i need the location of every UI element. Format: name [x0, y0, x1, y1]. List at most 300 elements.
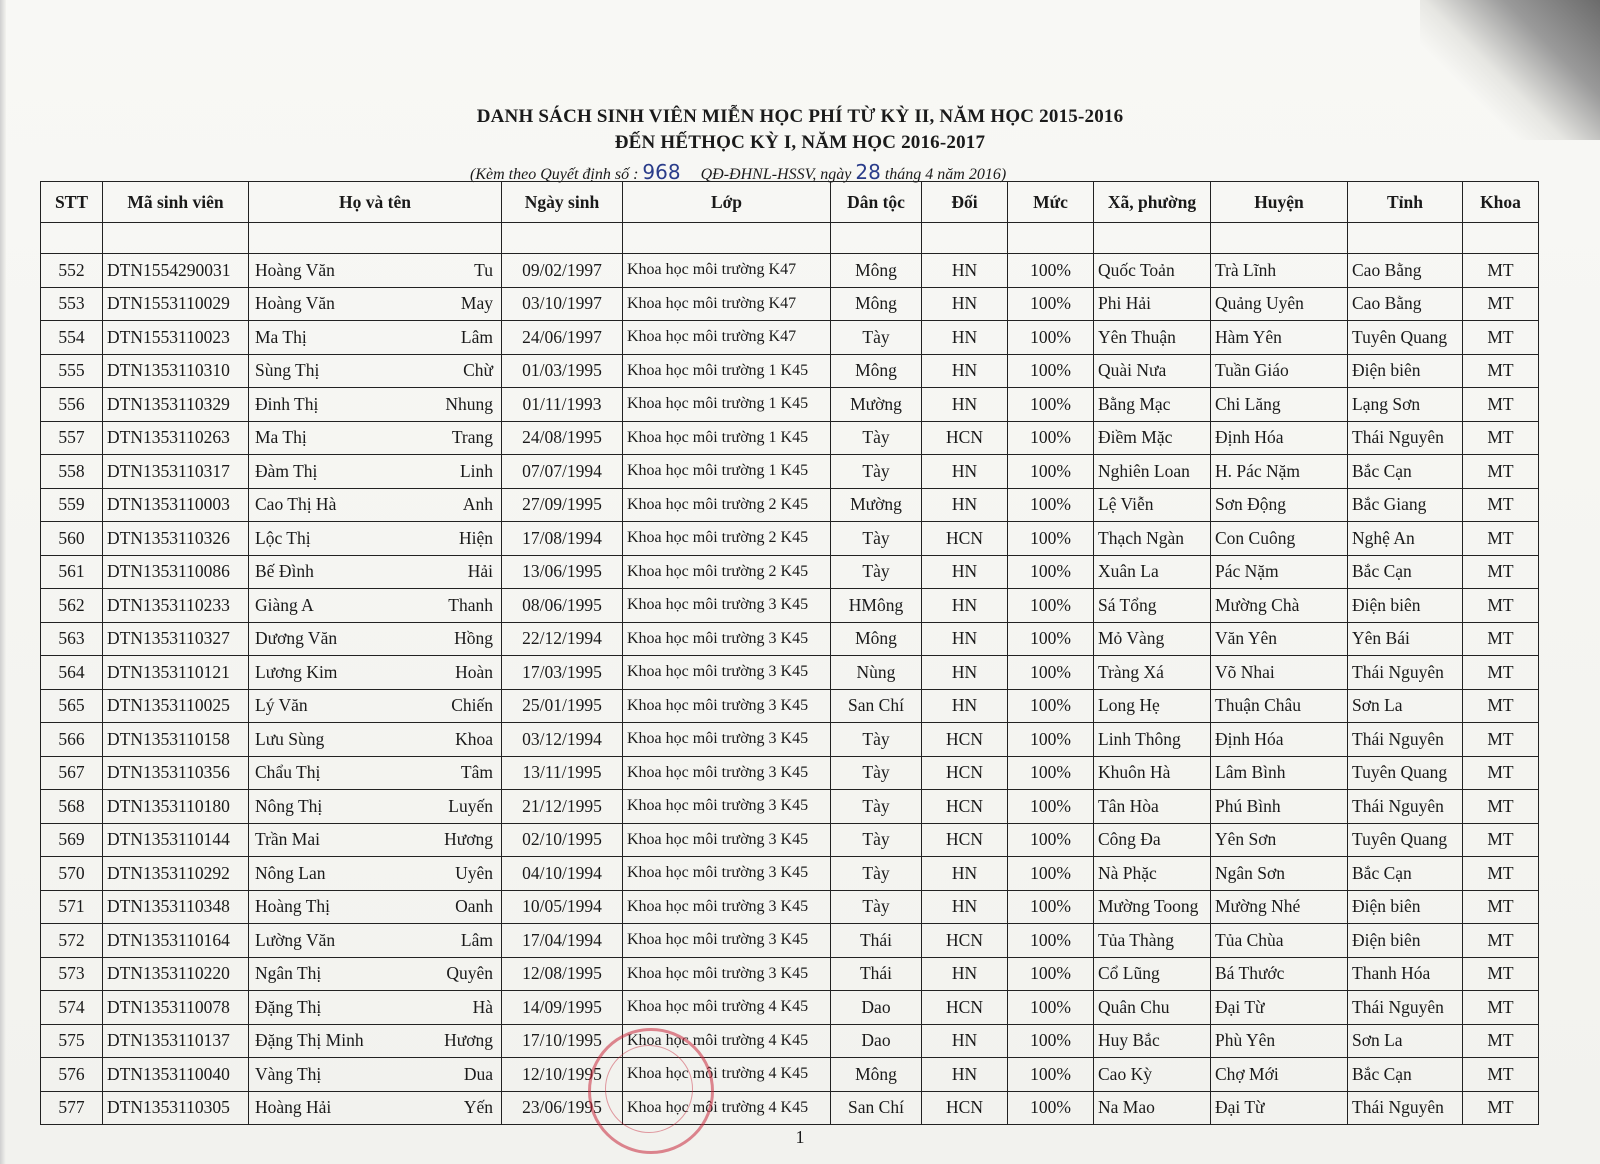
cell-stt: 557 [41, 421, 103, 455]
cell-rate: 100% [1008, 890, 1094, 924]
cell-ethnicity: HMông [831, 589, 922, 623]
cell-birth-date: 12/08/1995 [502, 957, 623, 991]
cell-class: Khoa học môi trường 3 K45 [623, 790, 831, 824]
cell-ethnicity: Mường [831, 388, 922, 422]
cell-commune: Sá Tổng [1094, 589, 1211, 623]
cell-district: Mường Nhé [1211, 890, 1348, 924]
cell-first-name: Tu [474, 259, 493, 280]
cell-district: Ngân Sơn [1211, 857, 1348, 891]
page-edge-shadow [0, 0, 6, 1164]
cell-district: Chợ Mới [1211, 1058, 1348, 1092]
cell-stt: 568 [41, 790, 103, 824]
cell-last-middle-name: Dương Văn [255, 628, 338, 649]
header-birth-date: Ngày sinh [502, 182, 623, 223]
cell-rate: 100% [1008, 455, 1094, 489]
cell-category: HCN [922, 823, 1008, 857]
cell-faculty: MT [1463, 890, 1539, 924]
cell-district: Hàm Yên [1211, 321, 1348, 355]
cell-full-name [249, 522, 502, 556]
cell-birth-date: 24/08/1995 [502, 421, 623, 455]
cell-student-id: DTN1353110233 [103, 589, 249, 623]
cell-rate: 100% [1008, 421, 1094, 455]
cell-last-middle-name: Chẩu Thị [255, 762, 321, 783]
cell-rate: 100% [1008, 589, 1094, 623]
cell-student-id: DTN1353110292 [103, 857, 249, 891]
decision-day-handwritten: 28 [855, 160, 881, 184]
cell-rate: 100% [1008, 622, 1094, 656]
cell-class: Khoa học môi trường K47 [623, 254, 831, 288]
cell-last-middle-name: Ma Thị [255, 326, 307, 347]
cell-faculty: MT [1463, 1091, 1539, 1125]
cell-district: Đại Từ [1211, 1091, 1348, 1125]
cell-last-middle-name: Đàm Thị [255, 460, 318, 481]
cell-full-name [249, 957, 502, 991]
cell-birth-date: 17/04/1994 [502, 924, 623, 958]
cell-last-middle-name: Sùng Thị [255, 360, 320, 381]
cell-ethnicity: Mông [831, 622, 922, 656]
cell-district: Võ Nhai [1211, 656, 1348, 690]
cell-faculty: MT [1463, 589, 1539, 623]
cell-rate: 100% [1008, 522, 1094, 556]
table-row [41, 354, 1539, 388]
cell-class: Khoa học môi trường 1 K45 [623, 421, 831, 455]
cell-class: Khoa học môi trường 3 K45 [623, 924, 831, 958]
table-header-row [41, 182, 1539, 223]
header-class: Lớp [623, 182, 831, 223]
cell-category: HN [922, 656, 1008, 690]
cell-commune: Mỏ Vàng [1094, 622, 1211, 656]
cell-first-name: Hoàn [455, 661, 493, 682]
header-category: Đối [922, 182, 1008, 223]
cell-first-name: Oanh [455, 896, 493, 917]
cell-faculty: MT [1463, 756, 1539, 790]
cell-faculty: MT [1463, 388, 1539, 422]
cell-class: Khoa học môi trường 3 K45 [623, 857, 831, 891]
cell-stt: 563 [41, 622, 103, 656]
cell-student-id: DTN1553110029 [103, 287, 249, 321]
cell-student-id: DTN1353110144 [103, 823, 249, 857]
cell-stt: 575 [41, 1024, 103, 1058]
cell-birth-date: 22/12/1994 [502, 622, 623, 656]
table-row [41, 689, 1539, 723]
cell-full-name [249, 991, 502, 1025]
cell-birth-date: 03/10/1997 [502, 287, 623, 321]
cell-faculty: MT [1463, 790, 1539, 824]
cell-category: HN [922, 957, 1008, 991]
cell-ethnicity: Tày [831, 790, 922, 824]
cell-last-middle-name: Ma Thị [255, 427, 307, 448]
cell-district: Yên Sơn [1211, 823, 1348, 857]
cell-student-id: DTN1353110164 [103, 924, 249, 958]
table-row [41, 823, 1539, 857]
cell-full-name [249, 1058, 502, 1092]
cell-birth-date: 01/11/1993 [502, 388, 623, 422]
cell-stt: 553 [41, 287, 103, 321]
cell-student-id: DTN1353110158 [103, 723, 249, 757]
cell-first-name: Tâm [460, 762, 493, 783]
cell-class: Khoa học môi trường 2 K45 [623, 522, 831, 556]
cell-category: HN [922, 1058, 1008, 1092]
cell-class: Khoa học môi trường 1 K45 [623, 388, 831, 422]
student-list-table [40, 181, 1539, 1125]
cell-ethnicity: Mông [831, 1058, 922, 1092]
cell-full-name [249, 321, 502, 355]
cell-first-name: Hà [472, 996, 493, 1017]
cell-birth-date: 12/10/1995 [502, 1058, 623, 1092]
cell-commune: Nghiên Loan [1094, 455, 1211, 489]
cell-class: Khoa học môi trường 4 K45 [623, 1058, 831, 1092]
table-row [41, 1024, 1539, 1058]
blank-row [41, 223, 1539, 254]
cell-category: HN [922, 388, 1008, 422]
cell-district: Định Hóa [1211, 723, 1348, 757]
cell-student-id: DTN1554290031 [103, 254, 249, 288]
cell-commune: Quốc Toản [1094, 254, 1211, 288]
cell-last-middle-name: Lộc Thị [255, 527, 311, 548]
cell-ethnicity: Thái [831, 957, 922, 991]
header-rate: Mức [1008, 182, 1094, 223]
cell-province: Điện biên [1348, 589, 1463, 623]
cell-province: Lạng Sơn [1348, 388, 1463, 422]
cell-ethnicity: Mường [831, 488, 922, 522]
cell-class: Khoa học môi trường 4 K45 [623, 1024, 831, 1058]
cell-last-middle-name: Lường Văn [255, 929, 336, 950]
cell-stt: 567 [41, 756, 103, 790]
cell-category: HN [922, 455, 1008, 489]
cell-student-id: DTN1353110327 [103, 622, 249, 656]
cell-first-name: Uyên [455, 862, 493, 883]
cell-last-middle-name: Giàng A [255, 594, 314, 615]
cell-faculty: MT [1463, 522, 1539, 556]
cell-first-name: Chừ [463, 360, 493, 381]
cell-district: Đại Từ [1211, 991, 1348, 1025]
cell-last-middle-name: Lương Kim [255, 661, 338, 682]
cell-first-name: Linh [459, 460, 493, 481]
cell-ethnicity: Mông [831, 354, 922, 388]
cell-rate: 100% [1008, 957, 1094, 991]
cell-commune: Phi Hải [1094, 287, 1211, 321]
cell-class: Khoa học môi trường 3 K45 [623, 890, 831, 924]
cell-class: Khoa học môi trường 3 K45 [623, 957, 831, 991]
cell-province: Thái Nguyên [1348, 723, 1463, 757]
decision-prefix: (Kèm theo Quyết định số : [470, 166, 639, 183]
cell-ethnicity: Thái [831, 924, 922, 958]
cell-rate: 100% [1008, 388, 1094, 422]
cell-ethnicity: Tày [831, 421, 922, 455]
cell-class: Khoa học môi trường 3 K45 [623, 689, 831, 723]
header-student-id: Mã sinh viên [103, 182, 249, 223]
cell-district: Mường Chà [1211, 589, 1348, 623]
cell-province: Thanh Hóa [1348, 957, 1463, 991]
cell-last-middle-name: Nông Lan [255, 862, 326, 883]
cell-faculty: MT [1463, 354, 1539, 388]
cell-birth-date: 21/12/1995 [502, 790, 623, 824]
cell-class: Khoa học môi trường 2 K45 [623, 555, 831, 589]
table-row [41, 723, 1539, 757]
cell-student-id: DTN1353110025 [103, 689, 249, 723]
cell-last-middle-name: Lưu Sùng [255, 728, 325, 749]
cell-province: Bắc Cạn [1348, 455, 1463, 489]
cell-commune: Tràng Xá [1094, 656, 1211, 690]
cell-full-name [249, 656, 502, 690]
cell-faculty: MT [1463, 924, 1539, 958]
cell-last-middle-name: Bế Đình [255, 561, 314, 582]
cell-stt: 552 [41, 254, 103, 288]
cell-province: Bắc Cạn [1348, 1058, 1463, 1092]
cell-first-name: Dua [463, 1063, 493, 1084]
cell-stt: 573 [41, 957, 103, 991]
cell-last-middle-name: Hoàng Văn [255, 259, 335, 280]
table-row [41, 488, 1539, 522]
cell-class: Khoa học môi trường 1 K45 [623, 455, 831, 489]
cell-class: Khoa học môi trường 3 K45 [623, 622, 831, 656]
table-row [41, 857, 1539, 891]
cell-rate: 100% [1008, 254, 1094, 288]
cell-province: Tuyên Quang [1348, 823, 1463, 857]
cell-province: Bắc Cạn [1348, 555, 1463, 589]
cell-first-name: Nhung [445, 393, 493, 414]
cell-last-middle-name: Đặng Thị [255, 996, 322, 1017]
table-row [41, 522, 1539, 556]
cell-ethnicity: Tày [831, 823, 922, 857]
cell-full-name [249, 924, 502, 958]
table-row [41, 589, 1539, 623]
cell-stt: 576 [41, 1058, 103, 1092]
cell-class: Khoa học môi trường 2 K45 [623, 488, 831, 522]
cell-category: HN [922, 254, 1008, 288]
cell-birth-date: 17/08/1994 [502, 522, 623, 556]
cell-district: Sơn Động [1211, 488, 1348, 522]
cell-last-middle-name: Cao Thị Hà [255, 494, 337, 515]
cell-category: HN [922, 622, 1008, 656]
table-row [41, 790, 1539, 824]
cell-province: Sơn La [1348, 1024, 1463, 1058]
cell-ethnicity: Tày [831, 522, 922, 556]
cell-birth-date: 25/01/1995 [502, 689, 623, 723]
cell-first-name: Hiện [458, 527, 493, 548]
cell-commune: Mường Toong [1094, 890, 1211, 924]
cell-category: HN [922, 1024, 1008, 1058]
header-ethnicity: Dân tộc [831, 182, 922, 223]
cell-rate: 100% [1008, 354, 1094, 388]
decision-mid: QĐ-ĐHNL-HSSV, ngày [700, 166, 852, 183]
cell-last-middle-name: Lý Văn [255, 695, 308, 716]
cell-birth-date: 07/07/1994 [502, 455, 623, 489]
cell-full-name [249, 488, 502, 522]
cell-full-name [249, 756, 502, 790]
cell-commune: Na Mao [1094, 1091, 1211, 1125]
cell-commune: Bằng Mạc [1094, 388, 1211, 422]
cell-faculty: MT [1463, 823, 1539, 857]
cell-birth-date: 10/05/1994 [502, 890, 623, 924]
cell-district: Văn Yên [1211, 622, 1348, 656]
cell-province: Tuyên Quang [1348, 321, 1463, 355]
cell-province: Thái Nguyên [1348, 1091, 1463, 1125]
cell-full-name [249, 354, 502, 388]
cell-stt: 570 [41, 857, 103, 891]
cell-faculty: MT [1463, 689, 1539, 723]
cell-last-middle-name: Hoàng Hải [255, 1097, 332, 1118]
cell-stt: 577 [41, 1091, 103, 1125]
cell-birth-date: 23/06/1995 [502, 1091, 623, 1125]
cell-ethnicity: Tày [831, 455, 922, 489]
cell-rate: 100% [1008, 287, 1094, 321]
cell-category: HN [922, 555, 1008, 589]
cell-full-name [249, 689, 502, 723]
table-row [41, 622, 1539, 656]
cell-full-name [249, 388, 502, 422]
cell-stt: 566 [41, 723, 103, 757]
cell-stt: 574 [41, 991, 103, 1025]
cell-commune: Yên Thuận [1094, 321, 1211, 355]
table-row [41, 455, 1539, 489]
cell-faculty: MT [1463, 723, 1539, 757]
cell-stt: 558 [41, 455, 103, 489]
cell-last-middle-name: Đặng Thị Minh [255, 1030, 364, 1051]
cell-full-name [249, 455, 502, 489]
table-row [41, 656, 1539, 690]
cell-commune: Tân Hòa [1094, 790, 1211, 824]
cell-ethnicity: Dao [831, 991, 922, 1025]
cell-rate: 100% [1008, 1024, 1094, 1058]
table-row [41, 890, 1539, 924]
cell-stt: 555 [41, 354, 103, 388]
cell-faculty: MT [1463, 857, 1539, 891]
cell-class: Khoa học môi trường 3 K45 [623, 589, 831, 623]
cell-district: Thuận Châu [1211, 689, 1348, 723]
cell-birth-date: 24/06/1997 [502, 321, 623, 355]
cell-first-name: Trang [451, 427, 493, 448]
cell-rate: 100% [1008, 790, 1094, 824]
cell-rate: 100% [1008, 924, 1094, 958]
table-row [41, 421, 1539, 455]
cell-district: Lâm Bình [1211, 756, 1348, 790]
cell-commune: Linh Thông [1094, 723, 1211, 757]
cell-last-middle-name: Nông Thị [255, 795, 323, 816]
cell-commune: Cổ Lũng [1094, 957, 1211, 991]
cell-full-name [249, 1091, 502, 1125]
table-row [41, 1091, 1539, 1125]
cell-district: Tuần Giáo [1211, 354, 1348, 388]
cell-student-id: DTN1353110310 [103, 354, 249, 388]
cell-student-id: DTN1353110078 [103, 991, 249, 1025]
cell-category: HN [922, 890, 1008, 924]
cell-district: H. Pác Nặm [1211, 455, 1348, 489]
cell-class: Khoa học môi trường 3 K45 [623, 823, 831, 857]
cell-student-id: DTN1353110121 [103, 656, 249, 690]
cell-commune: Quài Nưa [1094, 354, 1211, 388]
cell-class: Khoa học môi trường 3 K45 [623, 723, 831, 757]
cell-faculty: MT [1463, 1058, 1539, 1092]
cell-birth-date: 27/09/1995 [502, 488, 623, 522]
cell-category: HCN [922, 1091, 1008, 1125]
cell-faculty: MT [1463, 421, 1539, 455]
cell-full-name [249, 723, 502, 757]
cell-province: Điện biên [1348, 924, 1463, 958]
cell-commune: Xuân La [1094, 555, 1211, 589]
cell-faculty: MT [1463, 455, 1539, 489]
cell-rate: 100% [1008, 1058, 1094, 1092]
table-row [41, 1058, 1539, 1092]
cell-class: Khoa học môi trường 4 K45 [623, 1091, 831, 1125]
cell-class: Khoa học môi trường 4 K45 [623, 991, 831, 1025]
cell-province: Bắc Giang [1348, 488, 1463, 522]
cell-last-middle-name: Vàng Thị [255, 1063, 322, 1084]
cell-first-name: Hương [444, 1030, 493, 1051]
table-body [41, 223, 1539, 1125]
cell-student-id: DTN1353110137 [103, 1024, 249, 1058]
cell-ethnicity: Dao [831, 1024, 922, 1058]
table-row [41, 924, 1539, 958]
cell-student-id: DTN1353110348 [103, 890, 249, 924]
header-commune: Xã, phường [1094, 182, 1211, 223]
cell-student-id: DTN1353110263 [103, 421, 249, 455]
cell-class: Khoa học môi trường K47 [623, 287, 831, 321]
table-row [41, 321, 1539, 355]
cell-first-name: Hồng [454, 628, 493, 649]
cell-faculty: MT [1463, 321, 1539, 355]
cell-stt: 554 [41, 321, 103, 355]
cell-student-id: DTN1353110329 [103, 388, 249, 422]
cell-first-name: Khoa [455, 728, 493, 749]
cell-student-id: DTN1353110180 [103, 790, 249, 824]
cell-district: Phù Yên [1211, 1024, 1348, 1058]
cell-ethnicity: Tày [831, 555, 922, 589]
cell-commune: Công Đa [1094, 823, 1211, 857]
cell-ethnicity: Mông [831, 287, 922, 321]
cell-province: Nghệ An [1348, 522, 1463, 556]
cell-first-name: Yến [463, 1097, 493, 1118]
cell-district: Tủa Chùa [1211, 924, 1348, 958]
cell-commune: Huy Bắc [1094, 1024, 1211, 1058]
cell-rate: 100% [1008, 689, 1094, 723]
cell-district: Chi Lăng [1211, 388, 1348, 422]
cell-province: Cao Bằng [1348, 287, 1463, 321]
cell-ethnicity: Tày [831, 857, 922, 891]
cell-class: Khoa học môi trường 1 K45 [623, 354, 831, 388]
cell-full-name [249, 589, 502, 623]
cell-province: Thái Nguyên [1348, 656, 1463, 690]
cell-full-name [249, 1024, 502, 1058]
cell-ethnicity: Tày [831, 756, 922, 790]
cell-district: Định Hóa [1211, 421, 1348, 455]
cell-category: HCN [922, 924, 1008, 958]
cell-district: Trà Lĩnh [1211, 254, 1348, 288]
cell-full-name [249, 622, 502, 656]
cell-ethnicity: Tày [831, 890, 922, 924]
cell-full-name [249, 555, 502, 589]
cell-province: Tuyên Quang [1348, 756, 1463, 790]
cell-last-middle-name: Hoàng Văn [255, 293, 335, 314]
cell-rate: 100% [1008, 555, 1094, 589]
cell-province: Điện biên [1348, 890, 1463, 924]
cell-full-name [249, 421, 502, 455]
cell-stt: 562 [41, 589, 103, 623]
cell-commune: Long Hẹ [1094, 689, 1211, 723]
cell-last-middle-name: Hoàng Thị [255, 896, 331, 917]
cell-student-id: DTN1353110356 [103, 756, 249, 790]
cell-district: Quảng Uyên [1211, 287, 1348, 321]
cell-stt: 571 [41, 890, 103, 924]
cell-faculty: MT [1463, 488, 1539, 522]
cell-category: HN [922, 287, 1008, 321]
header-full-name: Họ và tên [249, 182, 502, 223]
cell-student-id: DTN1553110023 [103, 321, 249, 355]
table-row [41, 555, 1539, 589]
cell-full-name [249, 890, 502, 924]
cell-ethnicity: San Chí [831, 1091, 922, 1125]
cell-stt: 556 [41, 388, 103, 422]
